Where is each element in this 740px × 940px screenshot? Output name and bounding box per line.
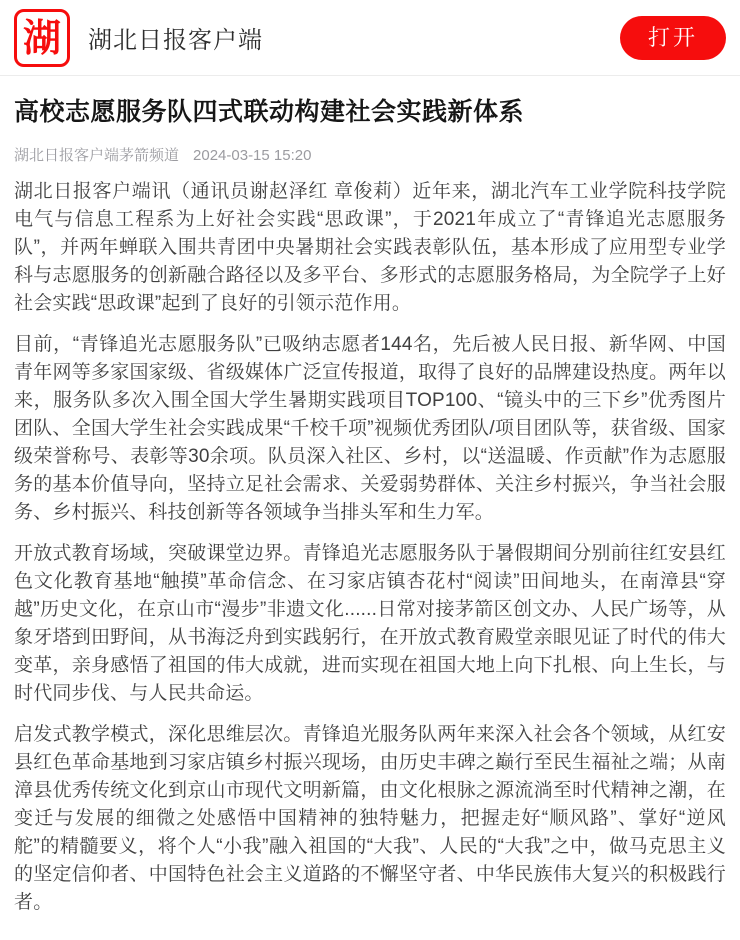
app-banner (0, 0, 740, 76)
article-title: 高校志愿服务队四式联动构建社会实践新体系 (14, 98, 525, 126)
article-paragraph: 开放式教育场域，突破课堂边界。青锋追光志愿服务队于暑假期间分别前往红安县红色文化教育基地“触摸”革命信念、在习家店镇杏花村“阅读”田间地头，在南漳县“穿越”历史文化，在京山市“漫步”非遗文化......日常对接茅箭区创文办、人民广场等，从象牙塔到田野间，从书海泛舟到实践躬行，在开放式教育殿堂亲眼见证了时代的伟大变革，亲身感悟了祖国的伟大成就，进而实现在祖国大地上向下扎根、向上生长，与时代同步伐、与人民共命运。 (14, 543, 726, 704)
article-source: 湖北日报客户端茅箭频道 (14, 147, 180, 164)
hubei-daily-seal-icon (14, 9, 70, 67)
article-paragraph: 湖北日报客户端讯（通讯员谢赵泽红 章俊莉）近年来，湖北汽车工业学院科技学院电气与信息工程系为上好社会实践“思政课”，于2021年成立了“青锋追光志愿服务队”，并两年蝉联入围共青团中央暑期社会实践表彰队伍，基本形成了应用型专业学科与志愿服务的创新融合路径以及多平台、多形式的志愿服务格局，为全院学子上好社会实践“思政课”起到了良好的引领示范作用。 (14, 181, 726, 314)
article-paragraph: 启发式教学模式，深化思维层次。青锋追光服务队两年来深入社会各个领域，从红安县红色革命基地到习家店镇乡村振兴现场，由历史丰碑之巅行至民生福祉之端；从南漳县优秀传统文化到京山市现代文明新篇，由文化根脉之源流淌至时代精神之潮，在变迁与发展的细微之处感悟中国精神的独特魅力，把握走好“顺风路”、掌好“逆风舵”的精髓要义，将个人“小我”融入祖国的“大我”、人民的“大我”之中，做马克思主义的坚定信仰者、中国特色社会主义道路的不懈坚守者、中华民族伟大复兴的积极践行者。 (14, 724, 726, 913)
logo-character: 湖 (22, 14, 61, 60)
article (0, 96, 740, 940)
byline (14, 144, 726, 165)
open-app-button[interactable]: 打开 (620, 16, 726, 60)
app-name: 湖北日报客户端 (88, 27, 263, 54)
article-body (14, 178, 726, 917)
article-datetime: 2024-03-15 15:20 (193, 147, 312, 164)
article-paragraph: 目前，“青锋追光志愿服务队”已吸纳志愿者144名，先后被人民日报、新华网、中国青年网等多家国家级、省级媒体广泛宣传报道，取得了良好的品牌建设热度。两年以来，服务队多次入围全国大学生暑期实践项目TOP100、“镜头中的三下乡”优秀图片团队、全国大学生社会实践成果“千校千项”视频优秀团队/项目团队等，获省级、国家级荣誉称号、表彰等30余项。队员深入社区、乡村，以“送温暖、作贡献”作为志愿服务的基本价值导向，坚持立足社会需求、关爱弱势群体、关注乡村振兴，争当社会服务、乡村振兴、科技创新等各领域争当排头军和生力军。 (14, 334, 726, 523)
